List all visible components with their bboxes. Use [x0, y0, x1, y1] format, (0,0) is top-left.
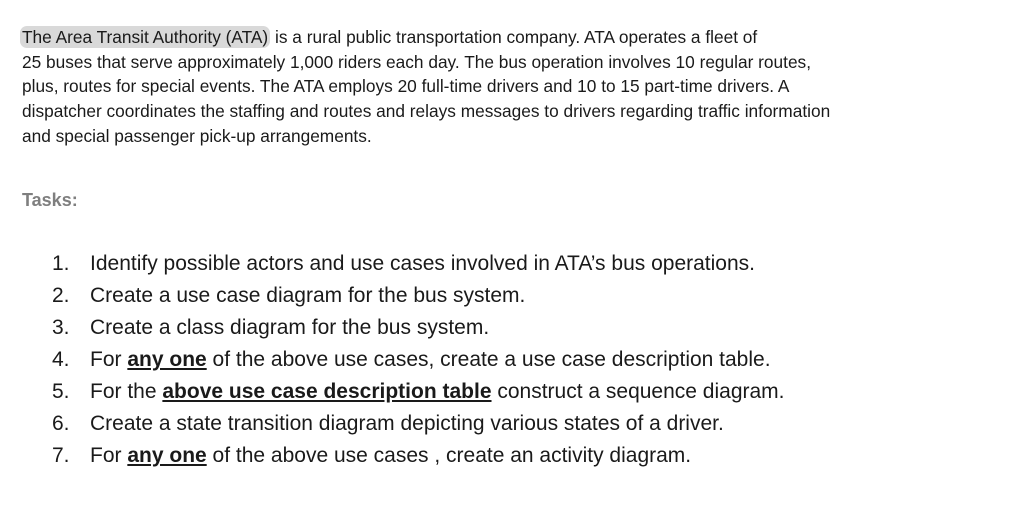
task-emphasis: any one	[127, 444, 207, 467]
task-text: Create a class diagram for the bus system.	[90, 316, 490, 339]
intro-line: plus, routes for special events. The ATA employs 20 full-time drivers and 10 to 15 part-time drivers. A	[22, 76, 790, 97]
task-item	[52, 280, 785, 312]
task-item	[52, 248, 785, 280]
task-number: 4.	[52, 348, 70, 371]
highlighted-text[interactable]: The Area Transit Authority (ATA)	[22, 27, 269, 47]
task-item	[52, 376, 785, 408]
task-text: For	[90, 348, 128, 371]
task-number: 6.	[52, 412, 70, 435]
task-number: 1.	[52, 252, 70, 275]
intro-text: is a rural public transportation company. ATA operates a fleet of	[270, 27, 758, 47]
task-list	[52, 248, 785, 472]
task-emphasis: any one	[127, 348, 207, 371]
task-text: construct a sequence diagram.	[491, 380, 785, 403]
task-number: 2.	[52, 284, 70, 307]
task-text: of the above use cases, create a use case description table.	[206, 348, 771, 371]
task-text: Identify possible actors and use cases involved in ATA’s bus operations.	[90, 252, 755, 275]
task-text: Create a state transition diagram depicting various states of a driver.	[90, 412, 724, 435]
intro-line: and special passenger pick-up arrangements.	[22, 125, 372, 146]
task-number: 5.	[52, 380, 70, 403]
task-number: 7.	[52, 444, 70, 467]
task-text: For	[90, 444, 128, 467]
tasks-heading: Tasks:	[22, 190, 78, 210]
task-number: 3.	[52, 316, 70, 339]
task-item	[52, 344, 785, 376]
intro-line	[22, 25, 830, 50]
task-text: For the	[90, 380, 163, 403]
task-item	[52, 440, 785, 472]
task-text: Create a use case diagram for the bus system.	[90, 284, 526, 307]
intro-paragraph	[22, 25, 830, 149]
intro-line: dispatcher coordinates the staffing and routes and relays messages to drivers regarding traffic information	[22, 101, 831, 122]
task-item	[52, 312, 785, 344]
task-text: of the above use cases , create an activity diagram.	[206, 444, 692, 467]
intro-line: 25 buses that serve approximately 1,000 riders each day. The bus operation involves 10 regular routes,	[22, 51, 811, 72]
task-item	[52, 408, 785, 440]
task-emphasis: above use case description table	[162, 380, 492, 403]
